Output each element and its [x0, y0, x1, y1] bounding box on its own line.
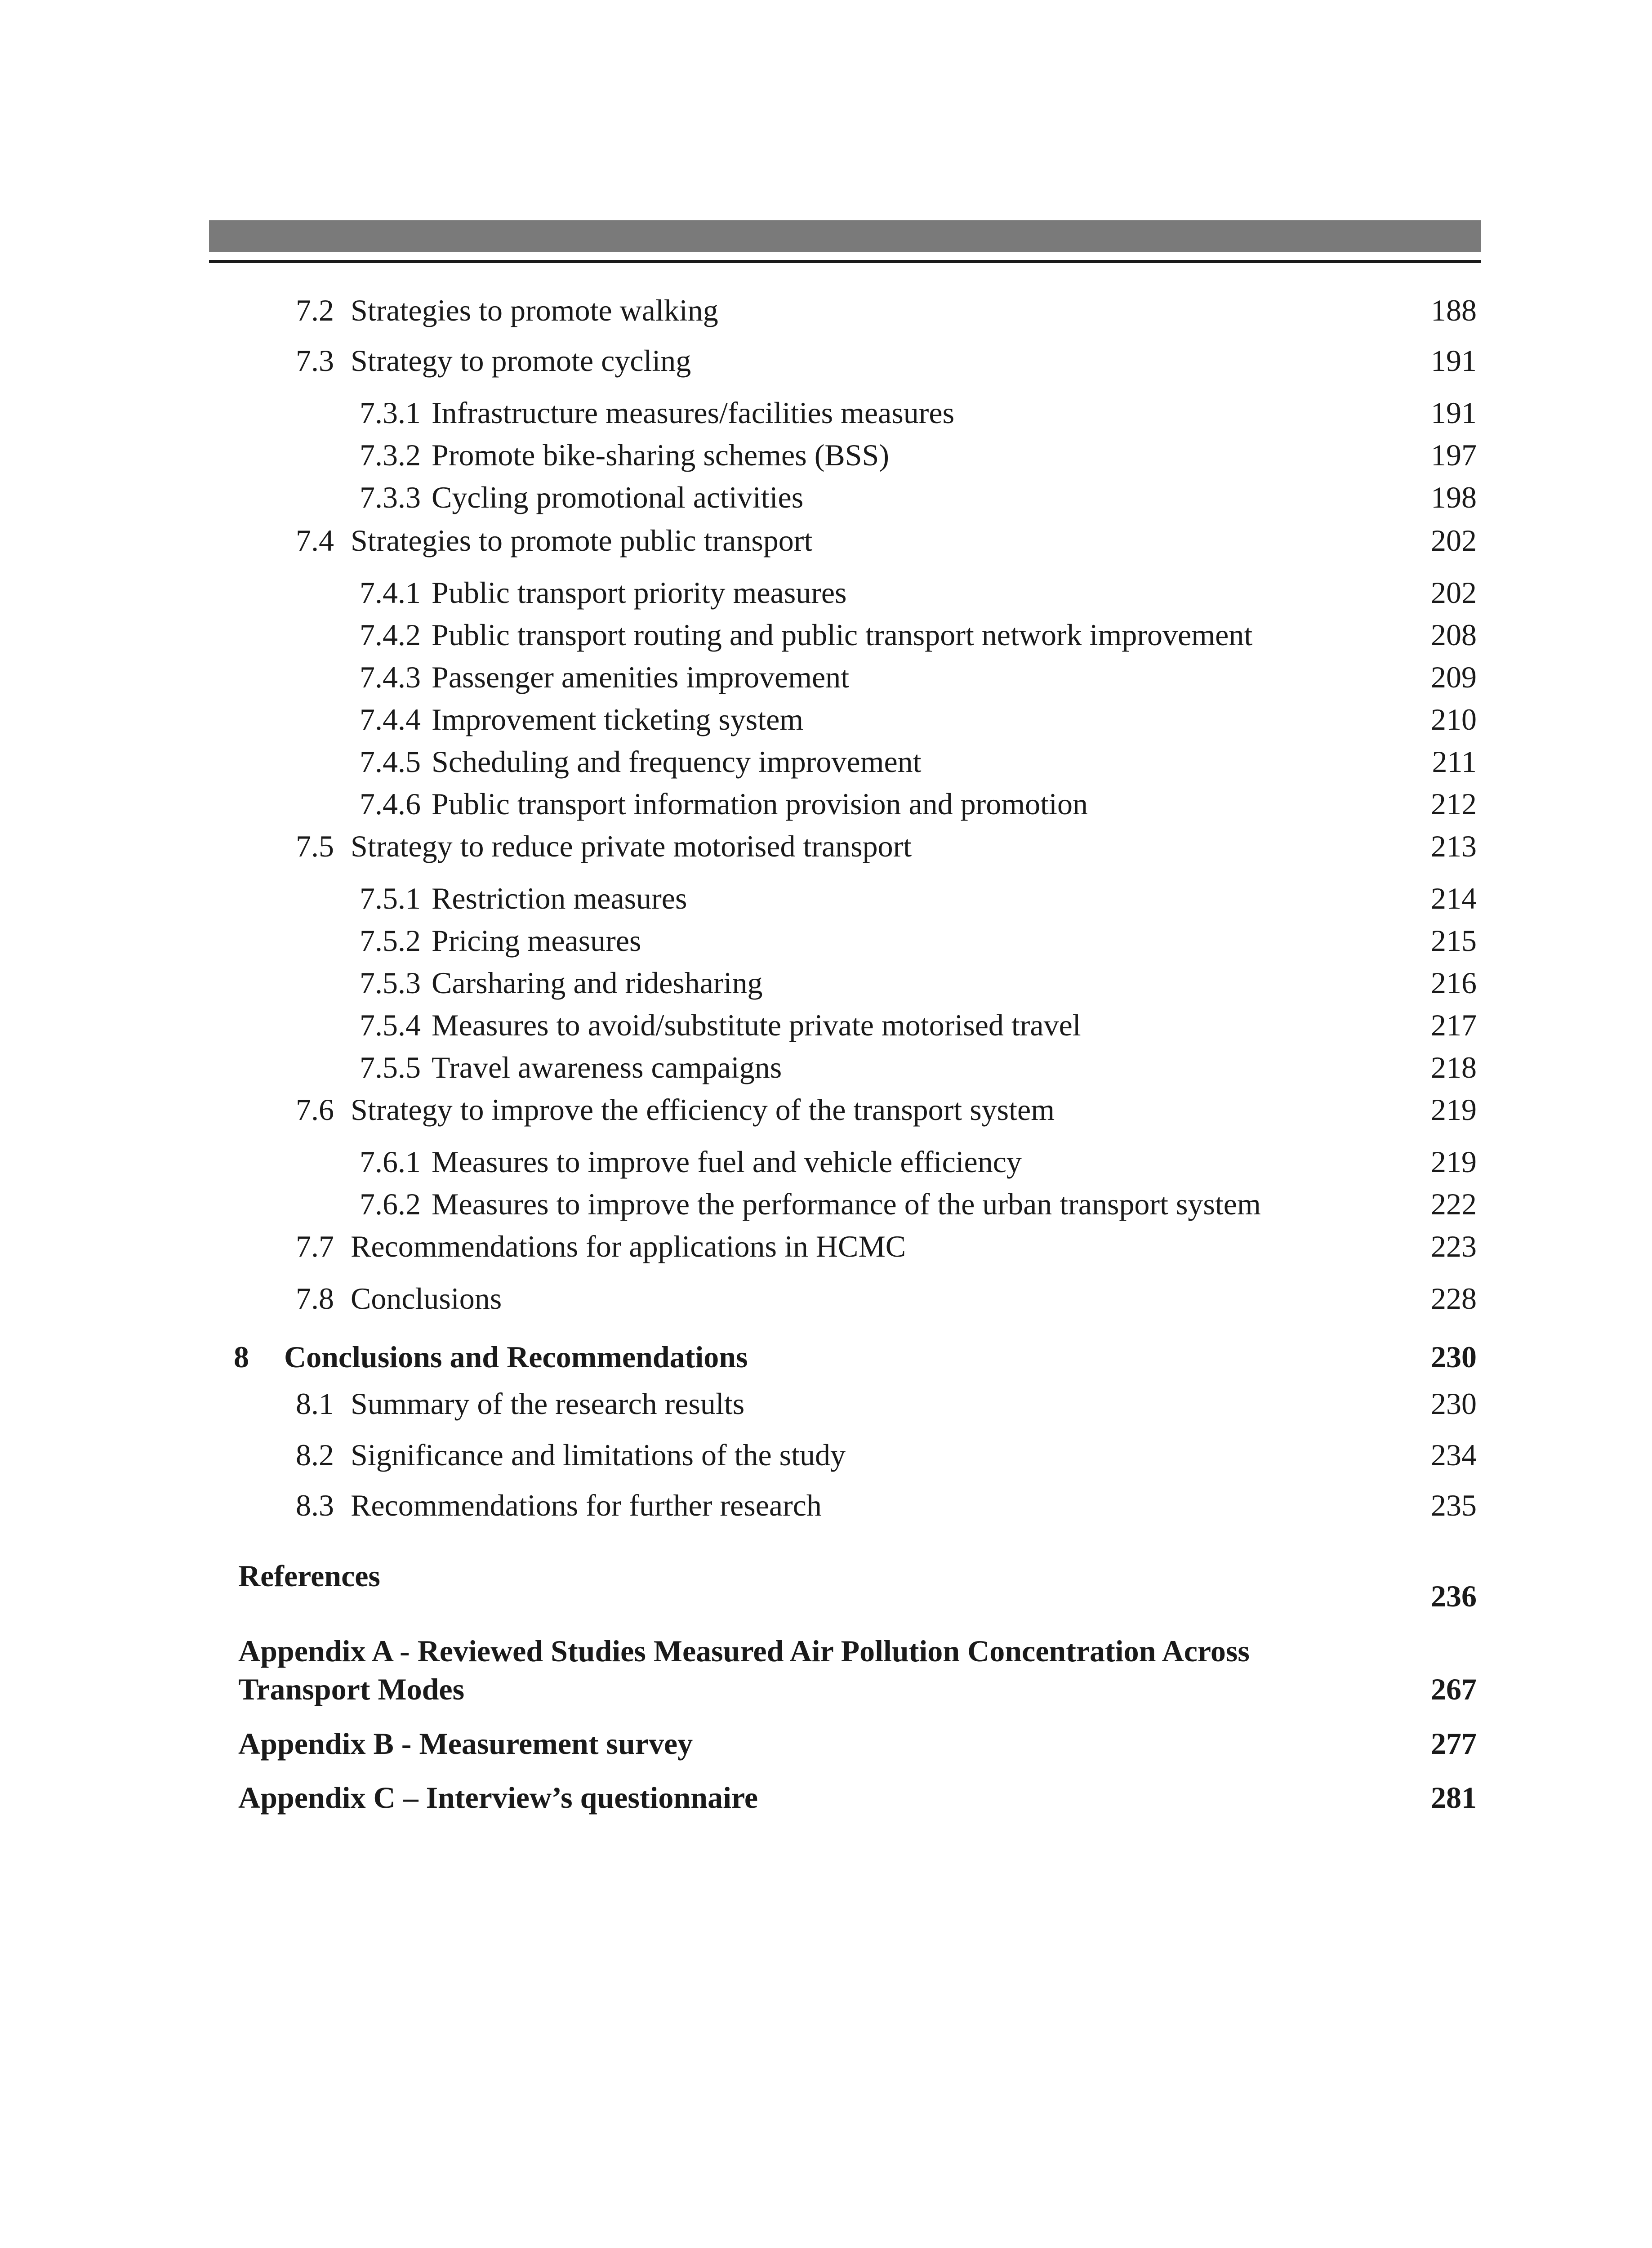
- toc-entry-page: 218: [1431, 1050, 1477, 1084]
- toc-entry-page: 228: [1431, 1281, 1477, 1316]
- toc-entry-page: 198: [1431, 480, 1477, 514]
- back-matter-title[interactable]: Appendix C – Interview’s questionnaire: [238, 1780, 758, 1815]
- toc-entry-number: 7.5.5: [360, 1050, 421, 1084]
- toc-entry-title: Infrastructure measures/facilities measures: [432, 396, 955, 430]
- toc-entry-number: 7.5.3: [360, 966, 421, 1000]
- toc-entry-page: 219: [1431, 1145, 1477, 1179]
- toc-entry-title: Summary of the research results: [351, 1387, 745, 1421]
- toc-entry-page: 208: [1431, 618, 1477, 652]
- toc-entry-title: Improvement ticketing system: [432, 702, 804, 736]
- toc-entry-page: 222: [1431, 1187, 1477, 1221]
- toc-entry-page: 197: [1431, 438, 1477, 472]
- toc-entry-title: Significance and limitations of the study: [351, 1438, 846, 1472]
- toc-entry-number: 8.2: [296, 1438, 334, 1472]
- toc-entry-title: Measures to improve fuel and vehicle efficiency: [432, 1145, 1022, 1179]
- toc-entry-number: 7.4.6: [360, 787, 421, 821]
- toc-entry-number: 7.4.2: [360, 618, 421, 652]
- toc-entry-page: 209: [1431, 660, 1477, 694]
- toc-entry-number: 7.8: [296, 1281, 334, 1316]
- toc-entry-number: 7.6.2: [360, 1187, 421, 1221]
- toc-entry-number: 7.6: [296, 1093, 334, 1127]
- back-matter-page: 236: [1431, 1579, 1477, 1613]
- toc-entry-number: 8.3: [296, 1488, 334, 1522]
- toc-entry-number: 7.5.1: [360, 881, 421, 915]
- toc-entry-title: Conclusions and Recommendations: [284, 1340, 748, 1374]
- back-matter-title[interactable]: References: [238, 1559, 380, 1593]
- back-matter-page: 267: [1431, 1672, 1477, 1706]
- toc-entry-number: 7.7: [296, 1229, 334, 1263]
- toc-entry-number: 7.4.3: [360, 660, 421, 694]
- toc-entry-page: 216: [1431, 966, 1477, 1000]
- toc-entry-page: 191: [1431, 343, 1477, 378]
- toc-entry-page: 234: [1431, 1438, 1477, 1472]
- header-rule: [209, 260, 1481, 263]
- toc-entry-title: Strategies to promote walking: [351, 293, 718, 327]
- toc-entry-page: 217: [1431, 1008, 1477, 1042]
- toc-entry-title: Scheduling and frequency improvement: [432, 745, 922, 779]
- toc-entry-page: 202: [1431, 575, 1477, 610]
- toc-entry-page: 188: [1431, 293, 1477, 327]
- back-matter-title[interactable]: Appendix B - Measurement survey: [238, 1726, 693, 1761]
- toc-entry-page: 212: [1431, 787, 1477, 821]
- toc-entry-number: 7.4.1: [360, 575, 421, 610]
- toc-entry-title: Restriction measures: [432, 881, 687, 915]
- toc-entry-number: 7.2: [296, 293, 334, 327]
- toc-entry-page: 214: [1431, 881, 1477, 915]
- toc-entry-title: Measures to improve the performance of the urban transport system: [432, 1187, 1261, 1221]
- toc-entry-page: 215: [1431, 923, 1477, 958]
- toc-entry-page: 235: [1431, 1488, 1477, 1522]
- toc-entry-number: 7.3.3: [360, 480, 421, 514]
- toc-entry-title: Pricing measures: [432, 923, 641, 958]
- toc-entry-title: Passenger amenities improvement: [432, 660, 850, 694]
- toc-entry-page: 202: [1431, 523, 1477, 558]
- toc-entry-number: 7.5.2: [360, 923, 421, 958]
- toc-entry-title: Cycling promotional activities: [432, 480, 804, 514]
- toc-entry-number: 7.3.1: [360, 396, 421, 430]
- toc-entry-page: 230: [1431, 1340, 1477, 1374]
- header-bar: [209, 220, 1481, 252]
- toc-entry-page: 223: [1431, 1229, 1477, 1263]
- toc-entry-number: 8: [234, 1340, 249, 1374]
- toc-entry-title: Conclusions: [351, 1281, 502, 1316]
- toc-entry-title: Travel awareness campaigns: [432, 1050, 782, 1084]
- toc-entry-page: 213: [1431, 829, 1477, 863]
- back-matter-title[interactable]: Transport Modes: [238, 1672, 465, 1706]
- toc-entry-page: 230: [1431, 1387, 1477, 1421]
- toc-entry-title: Public transport routing and public transport network improvement: [432, 618, 1253, 652]
- toc-entry-page: 210: [1431, 702, 1477, 736]
- back-matter-page: 277: [1431, 1726, 1477, 1761]
- toc-entry-number: 7.6.1: [360, 1145, 421, 1179]
- toc-entry-title: Public transport information provision and promotion: [432, 787, 1088, 821]
- toc-entry-page: 211: [1432, 745, 1477, 779]
- toc-entry-title: Strategy to reduce private motorised transport: [351, 829, 912, 863]
- toc-entry-title: Recommendations for applications in HCMC: [351, 1229, 906, 1263]
- toc-entry-page: 191: [1431, 396, 1477, 430]
- toc-entry-number: 7.4: [296, 523, 334, 558]
- toc-entry-title: Strategy to promote cycling: [351, 343, 691, 378]
- toc-entry-page: 219: [1431, 1093, 1477, 1127]
- back-matter-page: 281: [1431, 1780, 1477, 1815]
- back-matter-title[interactable]: Appendix A - Reviewed Studies Measured Air Pollution Concentration Across: [238, 1634, 1250, 1668]
- toc-entry-title: Carsharing and ridesharing: [432, 966, 763, 1000]
- toc-entry-title: Public transport priority measures: [432, 575, 847, 610]
- toc-entry-title: Recommendations for further research: [351, 1488, 822, 1522]
- toc-entry-title: Strategy to improve the efficiency of the transport system: [351, 1093, 1055, 1127]
- toc-entry-number: 7.3: [296, 343, 334, 378]
- toc-entry-title: Measures to avoid/substitute private motorised travel: [432, 1008, 1081, 1042]
- toc-entry-number: 7.4.4: [360, 702, 421, 736]
- toc-entry-title: Strategies to promote public transport: [351, 523, 813, 558]
- toc-entry-number: 7.5.4: [360, 1008, 421, 1042]
- toc-entry-number: 7.4.5: [360, 745, 421, 779]
- toc-entry-number: 7.5: [296, 829, 334, 863]
- toc-entry-number: 7.3.2: [360, 438, 421, 472]
- toc-entry-number: 8.1: [296, 1387, 334, 1421]
- toc-entry-title: Promote bike-sharing schemes (BSS): [432, 438, 889, 472]
